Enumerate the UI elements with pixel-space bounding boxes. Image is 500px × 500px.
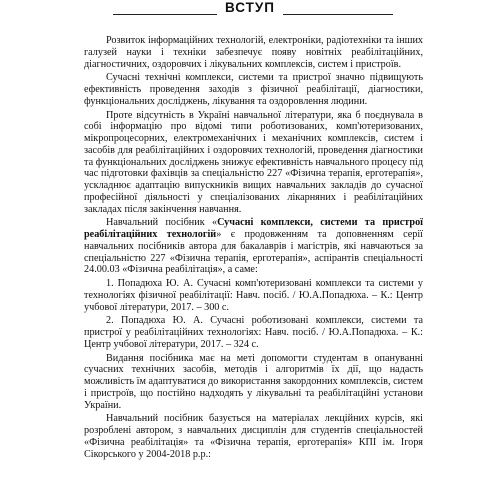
manual-text-after: » є продовженням та доповненням серії навчальних посібників автора для бакалаврів і магістрів, які навчаються за спеціальністю 227 «Фізична терапія, ерготерапія», аспірантів спеціальності 24.00.03 «Фізична реабілітація», а саме: bbox=[84, 229, 424, 276]
paragraph-manual bbox=[84, 217, 423, 276]
paragraph-basis: Навчальний посібник базується на матеріалах лекційних курсів, які розроблені автором, з навчальних дисциплін для студентів спеціальностей «Фізична реабілітація» та «Фізична терапія, ерготерапія» КПІ ім. Ігоря Сікорського у 2004-2018 р.р.: bbox=[84, 413, 423, 460]
manual-text-before: Навчальний посібник « bbox=[106, 217, 218, 229]
document-body bbox=[84, 35, 423, 462]
paragraph-lack-of-literature: Проте відсутність в Україні навчальної літератури, яка б поєднувала в собі інформацію про відомі типи роботизованих, комп'ютеризованих, мікропроцесорних, електромеханічних і механічних комплексів, систем і засобів для реабілітаційних і оздоровчих технологій, проведення діагностики та функціональних досліджень знижує ефективність навчального процесу під час підготовки фахівців за спеціальністю 227 «Фізична терапія, ерготерапія», ускладнює адаптацію випускників вищих навчальних закладів до сучасної професійної діяльності у спеціалізованих лікарняних і реабілітаційних закладах після закінчення навчання. bbox=[84, 109, 423, 215]
heading-text: ВСТУП bbox=[217, 0, 283, 15]
paragraph-modern-complexes: Сучасні технічні комплекси, системи та пристрої значно підвищують ефективність проведення заходів з фізичної реабілітації, діагностики, функціональних досліджень, лікування та оздоровлення людини. bbox=[84, 72, 423, 107]
paragraph-intro: Розвиток інформаційних технологій, електроніки, радіотехніки та інших галузей науки і техніки забезпечує появу новітніх реабілітаційних, діагностичних, оздоровчих і лікувальних комплексів, систем і пристроїв. bbox=[84, 35, 423, 70]
reference-2: 2. Попадюха Ю. А. Сучасні роботизовані комплекси, системи та пристрої у реабілітаційних технологіях: Навч. посіб. / Ю.А.Попадюха. – К.: Центр учбової літератури, 2017. – 324 с. bbox=[84, 315, 423, 350]
manual-title: Сучасні комплекси, системи та пристрої реабілітаційних технологій bbox=[84, 217, 424, 240]
page-heading bbox=[0, 0, 500, 15]
reference-1: 1. Попадюха Ю. А. Сучасні комп'ютеризовані комплекси та системи у технологіях фізичної реабілітації: Навч. посіб. / Ю.А.Попадюха. – К.: Центр учбової літератури, 2017. – 300 с. bbox=[84, 278, 423, 313]
paragraph-purpose: Видання посібника має на меті допомогти студентам в опануванні сучасних технічних засобів, методів і алгоритмів їх дії, що надасть можливість їм адаптуватися до використання закордонних комплексів, систем і пристроїв, що постійно надходять у лікувальні та реабілітаційні установи України. bbox=[84, 352, 423, 411]
